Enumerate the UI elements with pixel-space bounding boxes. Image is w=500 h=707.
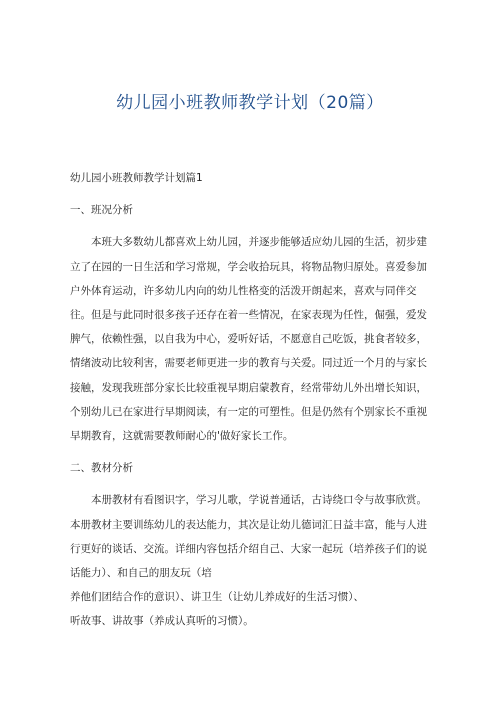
- paragraph-material-analysis-line3: 听故事、讲故事（养成认真听的习惯）。: [70, 615, 254, 628]
- article-subtitle: 幼儿园小班教师教学计划篇1: [70, 172, 203, 184]
- document-body: [70, 166, 432, 634]
- section-heading-class-analysis: 一、班况分析: [70, 204, 133, 217]
- paragraph-class-analysis: 本班大多数幼儿都喜欢上幼儿园，并逐步能够适应幼儿园的生活，初步建立了在园的一日生活和学习常规，学会收拾玩具，将物品物归原处。喜爱参加户外体育运动，许多幼儿内向的幼儿性格变的活泼开朗起来，喜欢与同伴交往。但是与此同时很多孩子还存在着一些情况，在家表现为任性，倔强，爱发脾气，依赖性强，以自我为中心，爱听好话，不愿意自己吃饭，挑食者较多，情绪波动比较利害，需要老师更进一步的教育与关爱。同过近一个月的与家长接触，发现我班部分家长比较重视早期启蒙教育，经常带幼儿外出增长知识，个别幼儿已在家进行早期阅读，有一定的可塑性。但是仍然有个别家长不重视早期教育，这就需要教师耐心的'做好家长工作。: [70, 236, 427, 443]
- paragraph-material-analysis: 本册教材有看图识字，学习儿歌，学说普通话，古诗绕口令与故事欣赏。本册教材主要训练幼儿的表达能力，其次是让幼儿德词汇日益丰富，能与人进行更好的谈话、交流。详细内容包括介绍自己、大家一起玩（培养孩子们的说话能力）、和自己的朋友玩（培: [70, 494, 427, 580]
- document-title: 幼儿园小班教师教学计划（20篇）: [116, 93, 384, 113]
- paragraph-material-analysis-line2: 养他们团结合作的意识）、讲卫生（让幼儿养成好的生活习惯）、: [70, 591, 364, 604]
- section-heading-material-analysis: 二、教材分析: [70, 462, 133, 475]
